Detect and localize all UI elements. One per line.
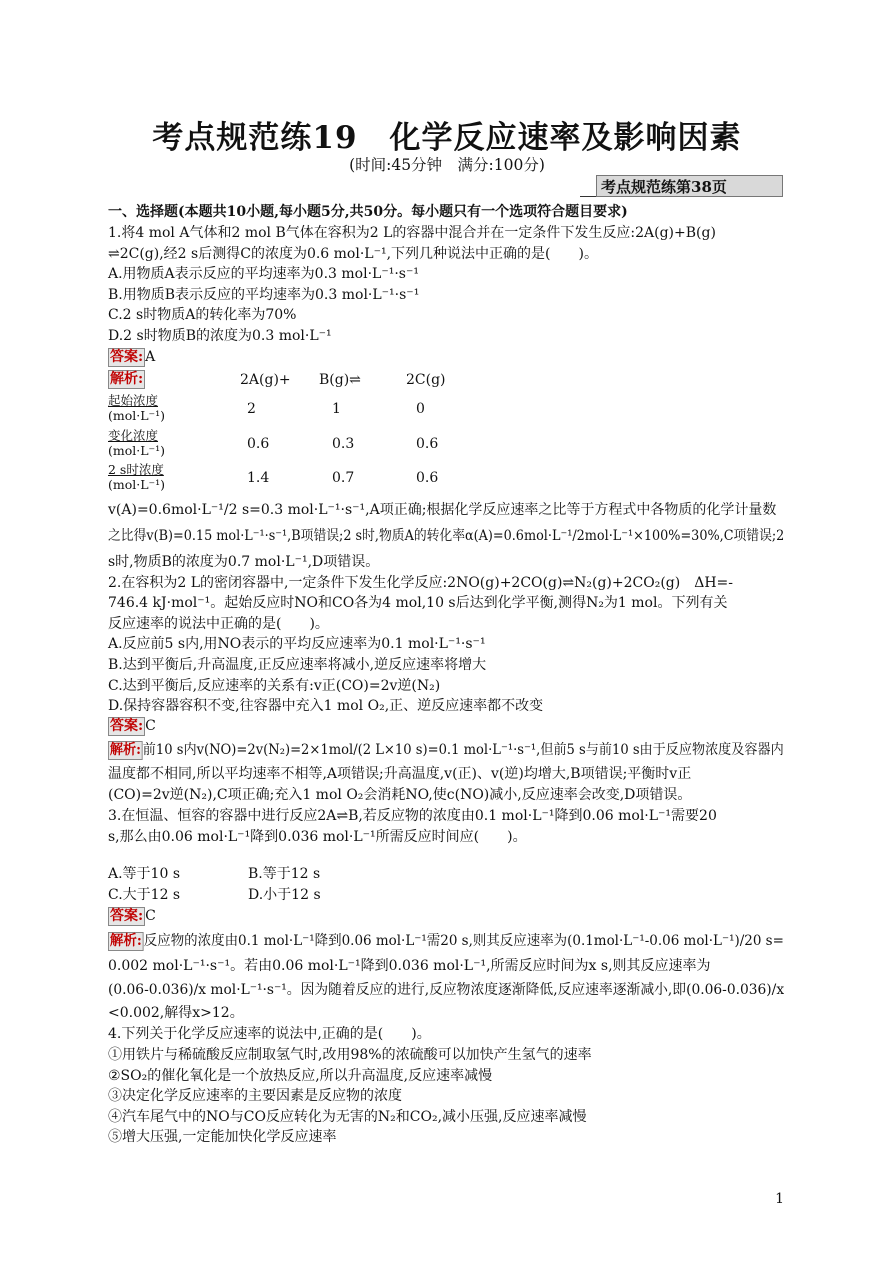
table-row-label: 2 s时浓度 (mol·L⁻¹) <box>108 462 166 492</box>
q4-item-2: ②SO₂的催化氧化是一个放热反应,所以升高温度,反应速率减慢 <box>108 1068 493 1084</box>
table-cell: 1.4 <box>247 470 270 486</box>
q1-explanation-line3: s时,物质B的浓度为0.7 mol·L⁻¹,D项错误。 <box>108 554 380 570</box>
q3-option-d: D.小于12 s <box>248 887 321 903</box>
q4-item-5: ⑤增大压强,一定能加快化学反应速率 <box>108 1129 337 1145</box>
answer-tag: 答案: <box>110 908 144 924</box>
analysis-tag: 解析: <box>109 933 142 949</box>
q3-stem-line1: 3.在恒温、恒容的容器中进行反应2A⇌B,若反应物的浓度由0.1 mol·L⁻¹降到0.06 mol·L⁻¹需要20 <box>108 808 717 824</box>
divider <box>580 196 596 197</box>
q1-analysis-label <box>108 369 145 389</box>
q2-explanation-line1: 解析: 前10 s内v(NO)=2v(N₂)=2×1mol/(2 L×10 s)=0.1 mol·L⁻¹·s⁻¹,但前5 s与前10 s由于反应物浓度及容器内 <box>109 742 784 758</box>
page-number: 1 <box>775 1191 784 1207</box>
table-cell: 0.6 <box>416 470 439 486</box>
table-cell: 0.7 <box>332 470 355 486</box>
q2-explanation-line2: 温度都不相同,所以平均速率不相等,A项错误;升高温度,v(正)、v(逆)均增大,B项错误;平衡时v正 <box>108 766 692 782</box>
table-cell: 0.6 <box>247 436 270 452</box>
q2-option-a: A.反应前5 s内,用NO表示的平均反应速率为0.1 mol·L⁻¹·s⁻¹ <box>108 636 486 652</box>
q4-stem: 4.下列关于化学反应速率的说法中,正确的是( )。 <box>108 1026 431 1042</box>
q1-answer-value: A <box>145 349 156 365</box>
q3-option-a: A.等于10 s <box>108 866 181 882</box>
q1-explanation-line1: v(A)=0.6mol·L⁻¹/2 s=0.3 mol·L⁻¹·s⁻¹,A项正确;根据化学反应速率之比等于方程式中各物质的化学计量数 <box>108 502 777 518</box>
q4-item-3: ③决定化学反应速率的主要因素是反应物的浓度 <box>108 1088 402 1104</box>
q2-option-c: C.达到平衡后,反应速率的关系有:v正(CO)=2v逆(N₂) <box>108 678 441 694</box>
q1-stem-line2: ⇌2C(g),经2 s后测得C的浓度为0.6 mol·L⁻¹,下列几种说法中正确的是( )。 <box>108 246 598 262</box>
table-row-label: 起始浓度 (mol·L⁻¹) <box>108 393 166 423</box>
q2-stem-line2: 746.4 kJ·mol⁻¹。起始反应时NO和CO各为4 mol,10 s后达到化学平衡,测得N₂为1 mol。下列有关 <box>108 595 728 611</box>
q2-option-d: D.保持容器容积不变,往容器中充入1 mol O₂,正、逆反应速率都不改变 <box>108 698 544 714</box>
q2-answer-value: C <box>145 718 156 734</box>
q3-explanation-line2: 0.002 mol·L⁻¹·s⁻¹。若由0.06 mol·L⁻¹降到0.036 mol·L⁻¹,所需反应时间为x s,则其反应速率为 <box>108 958 711 974</box>
table-cell: 1 <box>332 401 341 417</box>
analysis-tag: 解析: <box>109 742 141 758</box>
q1-option-d: D.2 s时物质B的浓度为0.3 mol·L⁻¹ <box>108 328 332 344</box>
q1-stem-line1: 1.将4 mol A气体和2 mol B气体在容积为2 L的容器中混合并在一定条件下发生反应:2A(g)+B(g) <box>108 225 716 241</box>
q2-stem-line1: 2.在容积为2 L的密闭容器中,一定条件下发生化学反应:2NO(g)+2CO(g)⇌N₂(g)+2CO₂(g) ΔH=- <box>108 575 733 591</box>
q1-option-b: B.用物质B表示反应的平均速率为0.3 mol·L⁻¹·s⁻¹ <box>108 287 420 303</box>
q2-stem-line3: 反应速率的说法中正确的是( )。 <box>108 616 329 632</box>
q3-option-b: B.等于12 s <box>248 866 321 882</box>
q3-answer-value: C <box>145 908 156 924</box>
q3-explanation-line4: <0.002,解得x>12。 <box>108 1005 244 1021</box>
page-title: 考点规范练19 化学反应速率及影响因素 <box>152 120 742 156</box>
table-head-b: B(g)⇌ <box>319 372 361 388</box>
analysis-tag: 解析: <box>110 371 144 387</box>
page-subtitle: (时间:45分钟 满分:100分) <box>349 156 545 174</box>
q3-explanation-line1: 解析: 反应物的浓度由0.1 mol·L⁻¹降到0.06 mol·L⁻¹需20 s,则其反应速率为(0.1mol·L⁻¹-0.06 mol·L⁻¹)/20 s= <box>109 933 784 949</box>
q1-option-a: A.用物质A表示反应的平均速率为0.3 mol·L⁻¹·s⁻¹ <box>108 266 419 282</box>
page-reference-box: 考点规范练第38页 <box>596 175 783 197</box>
q1-answer <box>108 347 155 367</box>
q3-answer <box>108 906 156 926</box>
table-head-a: 2A(g)+ <box>240 372 291 388</box>
q3-option-c: C.大于12 s <box>108 887 181 903</box>
answer-tag: 答案: <box>110 718 144 734</box>
table-head-c: 2C(g) <box>406 372 446 388</box>
table-cell: 2 <box>247 401 256 417</box>
table-cell: 0 <box>416 401 425 417</box>
section-heading: 一、选择题(本题共10小题,每小题5分,共50分。每小题只有一个选项符合题目要求) <box>108 204 628 220</box>
q3-stem-line2: s,那么由0.06 mol·L⁻¹降到0.036 mol·L⁻¹所需反应时间应( )。 <box>108 829 527 845</box>
q1-explanation-line2: 之比得v(B)=0.15 mol·L⁻¹·s⁻¹,B项错误;2 s时,物质A的转化率α(A)=0.6mol·L⁻¹/2mol·L⁻¹×100%=30%,C项错误;2 <box>108 528 785 544</box>
answer-tag: 答案: <box>110 349 144 365</box>
table-cell: 0.6 <box>416 436 439 452</box>
q2-option-b: B.达到平衡后,升高温度,正反应速率将减小,逆反应速率将增大 <box>108 657 487 673</box>
table-cell: 0.3 <box>332 436 355 452</box>
q2-answer <box>108 716 156 736</box>
q4-item-4: ④汽车尾气中的NO与CO反应转化为无害的N₂和CO₂,减小压强,反应速率减慢 <box>108 1109 587 1125</box>
q1-option-c: C.2 s时物质A的转化率为70% <box>108 307 297 323</box>
table-row-label: 变化浓度 (mol·L⁻¹) <box>108 428 166 458</box>
q4-item-1: ①用铁片与稀硫酸反应制取氢气时,改用98%的浓硫酸可以加快产生氢气的速率 <box>108 1047 592 1063</box>
q3-explanation-line3: (0.06-0.036)/x mol·L⁻¹·s⁻¹。因为随着反应的进行,反应物浓度逐渐降低,反应速率逐渐减小,即(0.06-0.036)/x <box>108 982 785 998</box>
q2-explanation-line3: (CO)=2v逆(N₂),C项正确;充入1 mol O₂会消耗NO,使c(NO)减小,反应速率会改变,D项错误。 <box>108 787 692 803</box>
